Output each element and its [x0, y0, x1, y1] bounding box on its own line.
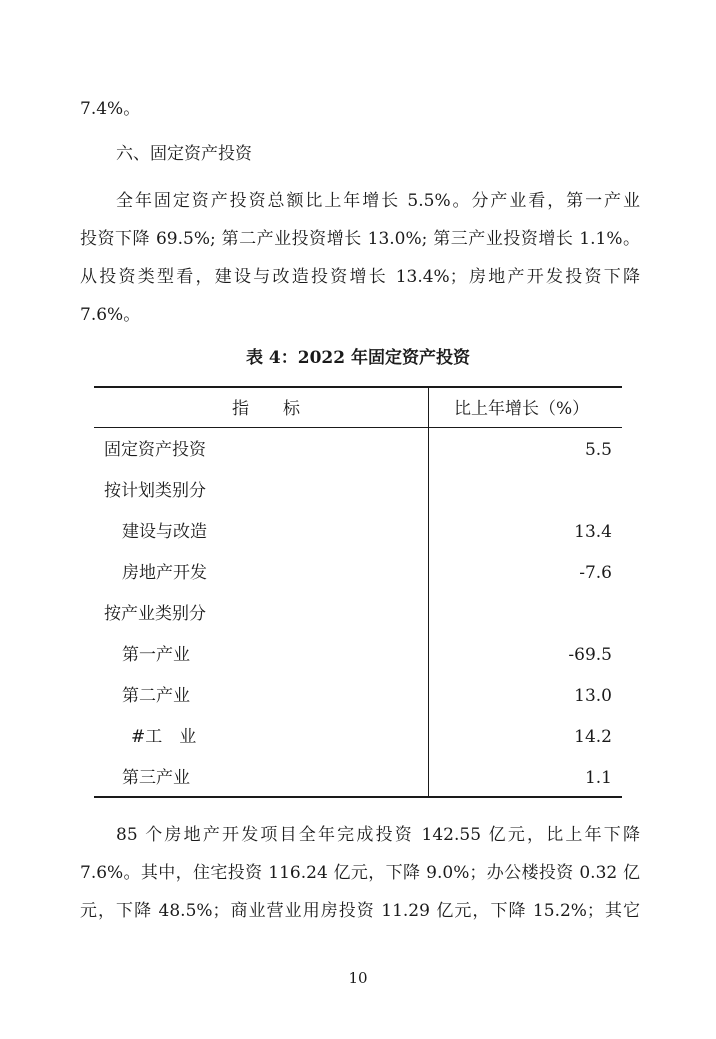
row-label: 第三产业 — [122, 768, 190, 788]
page-number: 10 — [348, 969, 368, 987]
row-label: 第一产业 — [122, 645, 190, 665]
table-bottom-rule — [94, 796, 622, 798]
row-value: -69.5 — [568, 645, 612, 665]
row-label: 建设与改造 — [122, 522, 207, 542]
row-value: 13.4 — [574, 522, 612, 542]
paragraph-line: 7.6%。 — [80, 305, 141, 325]
paragraph-line: 元，下降 48.5%；商业营业用房投资 11.29 亿元，下降 15.2%；其它 — [80, 901, 640, 921]
paragraph-line: 7.6%。其中，住宅投资 116.24 亿元，下降 9.0%；办公楼投资 0.32 亿 — [80, 863, 640, 883]
paragraph-line: 85 个房地产开发项目全年完成投资 142.55 亿元，比上年下降 — [116, 825, 640, 845]
paragraph-line: 从投资类型看，建设与改造投资增长 13.4%；房地产开发投资下降 — [80, 267, 640, 287]
table-column-divider — [428, 388, 429, 796]
row-label: 第二产业 — [122, 686, 190, 706]
row-value: -7.6 — [579, 563, 612, 583]
section-heading: 六、固定资产投资 — [116, 144, 252, 164]
paragraph-line: 全年固定资产投资总额比上年增长 5.5%。分产业看，第一产业 — [116, 191, 640, 211]
row-value: 13.0 — [574, 686, 612, 706]
paragraph-line: 投资下降 69.5%; 第二产业投资增长 13.0%; 第三产业投资增长 1.1%。 — [80, 229, 640, 249]
row-label: 房地产开发 — [122, 563, 207, 583]
paragraph-fragment: 7.4%。 — [80, 99, 141, 119]
table-title: 表 4：2022 年固定资产投资 — [246, 348, 470, 368]
row-value: 14.2 — [574, 727, 612, 747]
row-label: 按产业类别分 — [104, 604, 206, 624]
header-indicator: 指 标 — [232, 399, 300, 419]
row-value: 5.5 — [584, 440, 612, 460]
table-header-rule — [94, 427, 622, 428]
row-label: 按计划类别分 — [104, 481, 206, 501]
header-growth: 比上年增长（%） — [454, 399, 590, 419]
table-top-rule — [94, 386, 622, 388]
row-value: 1.1 — [584, 768, 612, 788]
row-label: #工 业 — [131, 727, 197, 747]
row-label: 固定资产投资 — [104, 440, 206, 460]
